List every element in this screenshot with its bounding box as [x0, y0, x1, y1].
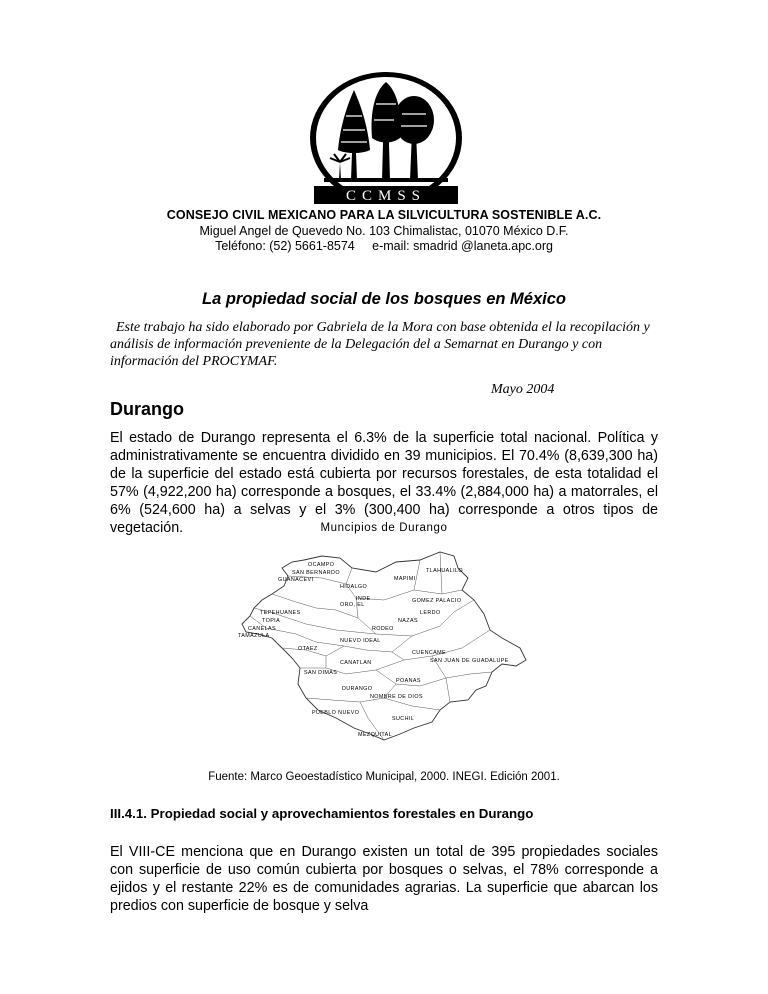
map-label-cuencame: CUENCAME [412, 650, 447, 656]
intro-date: Mayo 2004 [491, 382, 555, 397]
map-label-inde: INDE [356, 596, 371, 602]
map-label-topia: TOPIA [262, 618, 281, 624]
map-label-pueblo-nuevo: PUEBLO NUEVO [312, 710, 360, 716]
map-label-poanas: POANAS [396, 678, 421, 684]
map-label-durango: DURANGO [342, 686, 373, 692]
paragraph-2: El VIII-CE menciona que en Durango existen un total de 395 propiedades sociales con superficie de uso común cubierta por bosques o selvas, el 78% corresponde a ejidos y el restante 22% es de comunidades agrarias. La superficie que abarcan los predios con superficie de bosque y selva [110, 844, 658, 914]
org-name: CONSEJO CIVIL MEXICANO PARA LA SILVICULTURA SOSTENIBLE A.C. [166, 208, 602, 222]
ccmss-logo [306, 68, 466, 206]
map-label-san-bernardo: SAN BERNARDO [292, 570, 340, 576]
map-label-canelas: CANELAS [248, 626, 276, 632]
map-label-nazas: NAZAS [398, 618, 418, 624]
map-label-tepehuanes: TEPEHUANES [260, 610, 301, 616]
map-label-gomez-palacio: GOMEZ PALACIO [412, 598, 462, 604]
map-label-tlahualilo: TLAHUALILO [426, 568, 463, 574]
map-label-san-dimas: SAN DIMAS [304, 670, 338, 676]
paragraph-1: El estado de Durango representa el 6.3% de la superficie total nacional. Política y administrativamente se encuentra dividido en 39 municipios. El 70.4% (8,639,300 ha) de la superficie del estado está cubierta por recursos forestales, de esta totalidad el 57% (4,922,200 ha) corresponde a bosques, el 33.4% (2,884,000 ha) a matorrales, el 6% (524,600 ha) a selvas y el 3% (300,400 ha) corresponde a otros tipos de vegetación. [110, 430, 658, 536]
map-label-nombre-de-dios: NOMBRE DE DIOS [370, 694, 423, 700]
intro-paragraph: Este trabajo ha sido elaborado por Gabriela de la Mora con base obtenida el la recopilación y análisis de información preveniente de la Delegación del a Semarnat en Durango y con información del PROCYMAF. [110, 320, 650, 369]
map-label-ocampo: OCAMPO [308, 562, 335, 568]
subsection-title: III.4.1. Propiedad social y aprovechamientos forestales en Durango [110, 806, 534, 821]
durango-municipalities-map [236, 538, 532, 746]
map-label-suchil: SUCHIL [392, 716, 415, 722]
map-label-hidalgo: HIDALGO [340, 584, 368, 590]
map-label-rodeo: RODEO [372, 626, 394, 632]
section-title: Durango [110, 399, 184, 419]
map-label-oro-el: ORO, EL [340, 602, 365, 608]
document-title: La propiedad social de los bosques en México [201, 290, 566, 308]
map-label-san-juan-de-guadalupe: SAN JUAN DE GUADALUPE [430, 658, 509, 664]
map-label-guanacevi: GUANACEVI [278, 577, 314, 583]
map-label-tamazula: TAMAZULA [238, 633, 270, 639]
map-label-mezquital: MEZQUITAL [358, 732, 393, 738]
map-label-lerdo: LERDO [420, 610, 441, 616]
map-label-mapimi: MAPIMI [394, 576, 416, 582]
map-source: Fuente: Marco Geoestadístico Municipal, 2000. INEGI. Edición 2001. [208, 771, 560, 783]
map-label-nuevo-ideal: NUEVO IDEAL [340, 638, 381, 644]
map-title: Muncipios de Durango [320, 522, 448, 534]
map-label-canatlan: CANATLAN [340, 660, 372, 666]
org-contact: Teléfono: (52) 5661-8574 e-mail: smadrid @laneta.apc.org [215, 239, 553, 253]
map-label-otaez: OTAEZ [298, 646, 318, 652]
logo-text: CCMSS [345, 188, 427, 204]
org-address: Miguel Angel de Quevedo No. 103 Chimalistac, 01070 México D.F. [199, 224, 569, 238]
